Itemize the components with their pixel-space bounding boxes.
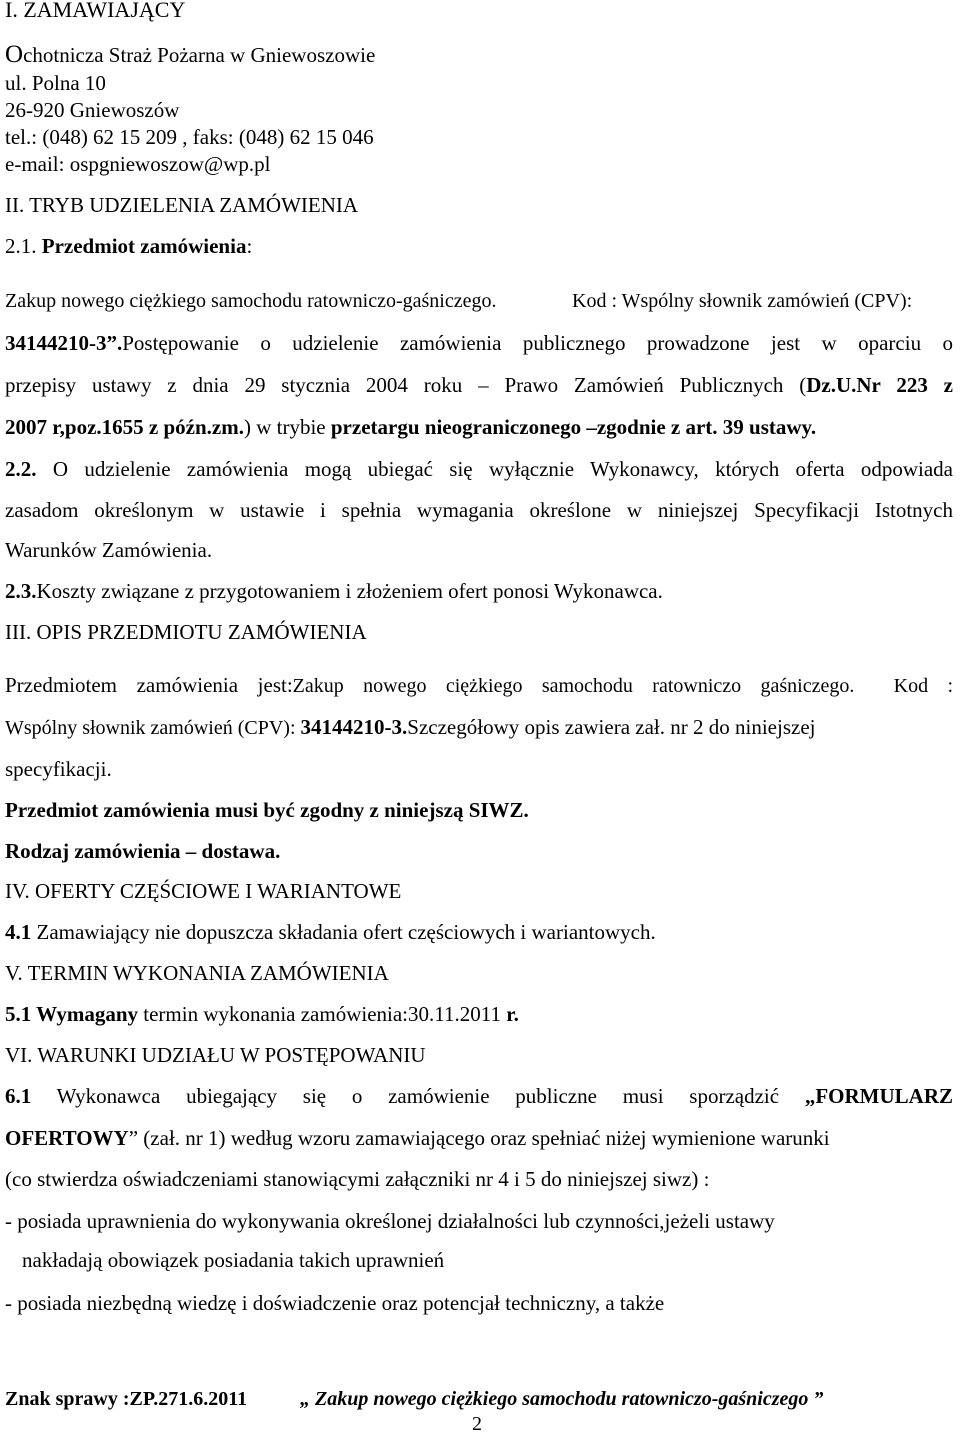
section-3-heading: III. OPIS PRZEDMIOTU ZAMÓWIENIA — [5, 620, 367, 644]
section-2-heading: II. TRYB UDZIELENIA ZAMÓWIENIA — [5, 193, 359, 217]
section-5-1: 5.1 Wymagany termin wykonania zamówienia:30.11.2011 r. — [5, 1002, 519, 1026]
orderer-name: Ochotnicza Straż Pożarna w Gniewoszowie — [5, 41, 376, 68]
footer-case-reference: Znak sprawy :ZP.271.6.2011 — [5, 1388, 248, 1410]
subject-line-1: Zakup nowego ciężkiego samochodu ratowniczo-gaśniczego. — [5, 290, 497, 312]
section-6-1-line-1: 6.1 Wykonawca ubiegający się o zamówienie publiczne musi sporządzić „FORMULARZ — [5, 1084, 953, 1108]
condition-1-line-1: - posiada uprawnienia do wykonywania określonej działalności lub czynności,jeżeli ustawy — [5, 1209, 775, 1233]
subsection-2-1-heading: 2.1. Przedmiot zamówienia: — [5, 234, 253, 258]
subject-description-line-2: Wspólny słownik zamówień (CPV): 34144210-3.Szczegółowy opis zawiera zał. nr 2 do niniejszej — [5, 715, 816, 739]
section-5-heading: V. TERMIN WYKONANIA ZAMÓWIENIA — [5, 961, 389, 985]
section-6-1-line-2: OFERTOWY” (zał. nr 1) według wzoru zamawiającego oraz spełniać niżej wymienione warunki — [5, 1126, 830, 1150]
subject-description-line-1: Przedmiotem zamówienia jest:Zakup nowego ciężkiego samochodu ratowniczo gaśniczego. Kod : — [5, 673, 953, 697]
condition-1-line-2: nakładają obowiązek posiadania takich uprawnień — [22, 1248, 445, 1272]
orderer-city: 26-920 Gniewoszów — [5, 98, 180, 122]
orderer-phone: tel.: (048) 62 15 209 , faks: (048) 62 15 046 — [5, 125, 374, 149]
condition-2: - posiada niezbędną wiedzę i doświadczenie oraz potencjał techniczny, a także — [5, 1291, 665, 1315]
order-type: Rodzaj zamówienia – dostawa. — [5, 839, 281, 863]
subsection-2-2-line-2: zasadom określonym w ustawie i spełnia wymagania określone w niniejszej Specyfikacji Istotnych — [5, 498, 953, 522]
procedure-line-1: 34144210-3”.Postępowanie o udzielenie zamówienia publicznego prowadzone jest w oparciu o — [5, 331, 953, 355]
footer-title: „ Zakup nowego ciężkiego samochodu ratowniczo-gaśniczego ” — [300, 1388, 824, 1410]
orderer-street: ul. Polna 10 — [5, 71, 106, 95]
subject-description-line-3: specyfikacji. — [5, 757, 112, 781]
section-4-1: 4.1 Zamawiający nie dopuszcza składania ofert częściowych i wariantowych. — [5, 920, 656, 944]
subsection-2-2-line-3: Warunków Zamówienia. — [5, 538, 213, 562]
subsection-2-3: 2.3.Koszty związane z przygotowaniem i złożeniem ofert ponosi Wykonawca. — [5, 579, 663, 603]
compliance-statement: Przedmiot zamówienia musi być zgodny z niniejszą SIWZ. — [5, 798, 529, 822]
cpv-label: Kod : Wspólny słownik zamówień (CPV): — [572, 290, 913, 312]
orderer-email: e-mail: ospgniewoszow@wp.pl — [5, 152, 271, 176]
subsection-2-2-line-1: 2.2. O udzielenie zamówienia mogą ubiegać się wyłącznie Wykonawcy, których oferta odpowiada — [5, 457, 953, 481]
procedure-line-2: przepisy ustawy z dnia 29 stycznia 2004 roku – Prawo Zamówień Publicznych (Dz.U.Nr 223 z — [5, 373, 953, 397]
section-1-heading: I. ZAMAWIAJĄCY — [5, 0, 186, 22]
page-number: 2 — [472, 1413, 482, 1435]
section-4-heading: IV. OFERTY CZĘŚCIOWE I WARIANTOWE — [5, 879, 402, 903]
procedure-line-3: 2007 r,poz.1655 z późn.zm.) w trybie przetargu nieograniczonego –zgodnie z art. 39 ustawy. — [5, 415, 817, 439]
section-6-heading: VI. WARUNKI UDZIAŁU W POSTĘPOWANIU — [5, 1043, 426, 1067]
section-6-1-line-3: (co stwierdza oświadczeniami stanowiącymi załączniki nr 4 i 5 do niniejszej siwz) : — [5, 1167, 710, 1191]
